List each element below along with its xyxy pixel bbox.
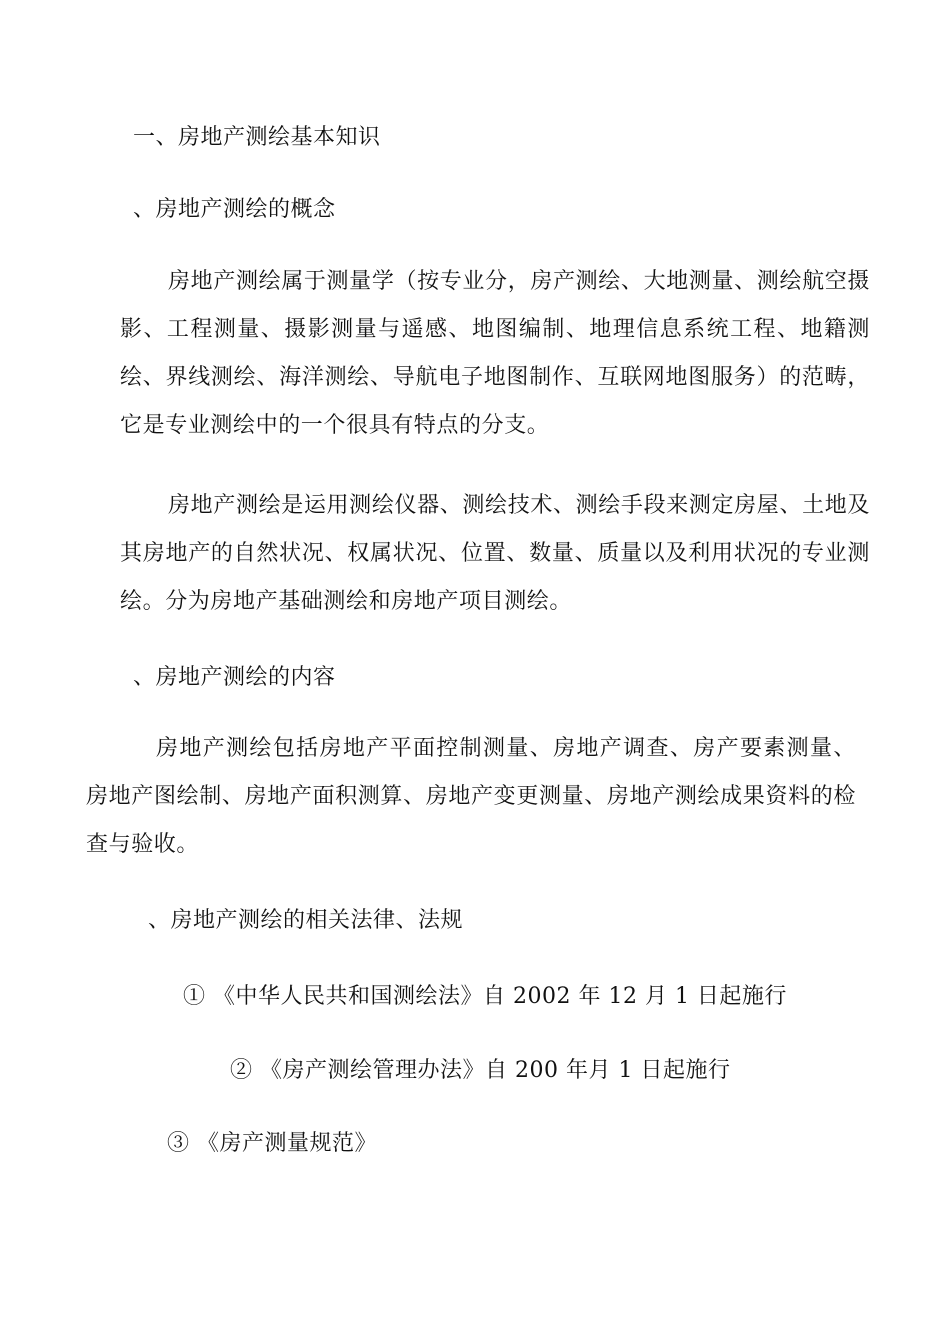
concept-paragraph-2: 房地产测绘是运用测绘仪器、测绘技术、测绘手段来测定房屋、土地及其房地产的自然状况、权属状况、位置、数量、质量以及利用状况的专业测绘。分为房地产基础测绘和房地产项目测绘。 (120, 493, 870, 614)
laws-heading: 、房地产测绘的相关法律、法规 (148, 908, 464, 933)
law-item-1: ① 《中华人民共和国测绘法》自 2002 年 12 月 1 日起施行 (183, 984, 787, 1009)
concept-paragraph-1: 房地产测绘属于测量学（按专业分，房产测绘、大地测量、测绘航空摄影、工程测量、摄影测量与遥感、地图编制、地理信息系统工程、地籍测绘、界线测绘、海洋测绘、导航电子地图制作、互联网地图服务）的范畴，它是专业测绘中的一个很具有特点的分支。 (120, 269, 870, 438)
main-heading: 一、房地产测绘基本知识 (133, 125, 381, 150)
content-paragraph: 房地产测绘包括房地产平面控制测量、房地产调查、房产要素测量、房地产图绘制、房地产面积测算、房地产变更测量、房地产测绘成果资料的检查与验收。 (86, 736, 856, 857)
law-item-3: ③ 《房产测量规范》 (167, 1131, 377, 1156)
content-heading: 、房地产测绘的内容 (133, 665, 336, 690)
concept-heading: 、房地产测绘的概念 (133, 197, 336, 222)
law-item-2: ② 《房产测绘管理办法》自 200 年月 1 日起施行 (230, 1058, 731, 1083)
